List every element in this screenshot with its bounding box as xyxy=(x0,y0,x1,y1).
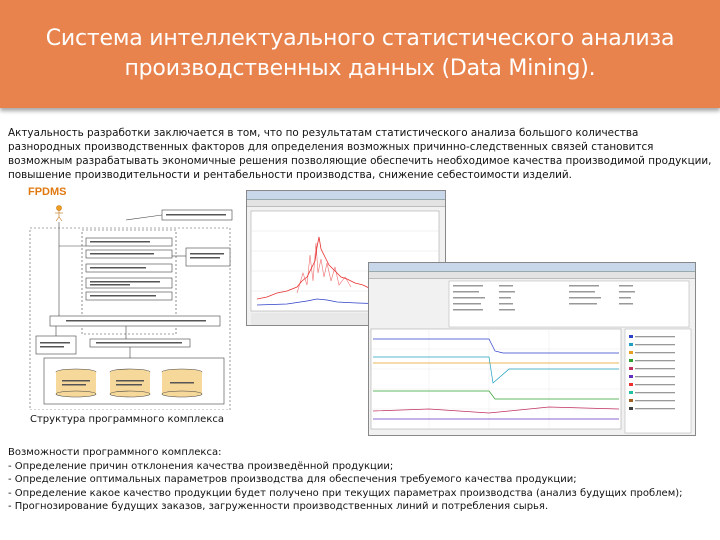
structure-diagram xyxy=(26,186,236,410)
user-icon xyxy=(57,206,62,211)
fpdms-logo: FPDMS xyxy=(28,186,67,198)
intro-paragraph: Актуальность разработки заключается в том, что по результатам статистического анализа большого количества разнородных производственных факторов для определения возможных причинно-следственных связей становится возможным разрабатывать экономичные решения позволяющие обеспечить необходимое качества производимой продукции, повышение производительности и рентабельности производства, снижение себестоимости изделий. xyxy=(8,127,712,181)
analysis-panel xyxy=(369,279,695,436)
feature-item: - Определение какое качество продукции будет получено при текущих параметрах производства (анализ будущих проблем); xyxy=(8,487,683,499)
window-titlebar xyxy=(247,191,445,200)
page-title-line-2: производственных данных (Data Mining). xyxy=(124,56,596,81)
diagram-graphic xyxy=(26,186,236,410)
app-screenshot-analysis xyxy=(368,262,696,436)
window-titlebar-2 xyxy=(369,263,695,272)
feature-item: - Прогнозирование будущих заказов, загруженности производственных линий и потребления сырья. xyxy=(8,501,549,513)
page-title xyxy=(46,24,675,84)
page-title-line-1: Система интеллектуального статистического анализа xyxy=(45,26,675,51)
diagram-caption: Структура программного комплекса xyxy=(30,414,224,425)
feature-item: - Определение причин отклонения качества произведённой продукции; xyxy=(8,460,394,472)
window-toolbar xyxy=(247,200,445,207)
features-heading: Возможности программного комплекса: xyxy=(8,447,222,458)
window-toolbar-2 xyxy=(369,272,695,279)
title-banner xyxy=(0,0,720,108)
features-list xyxy=(8,446,714,514)
feature-item: - Определение оптимальных параметров производства для обеспечения требуемого качества продукции; xyxy=(8,474,577,486)
